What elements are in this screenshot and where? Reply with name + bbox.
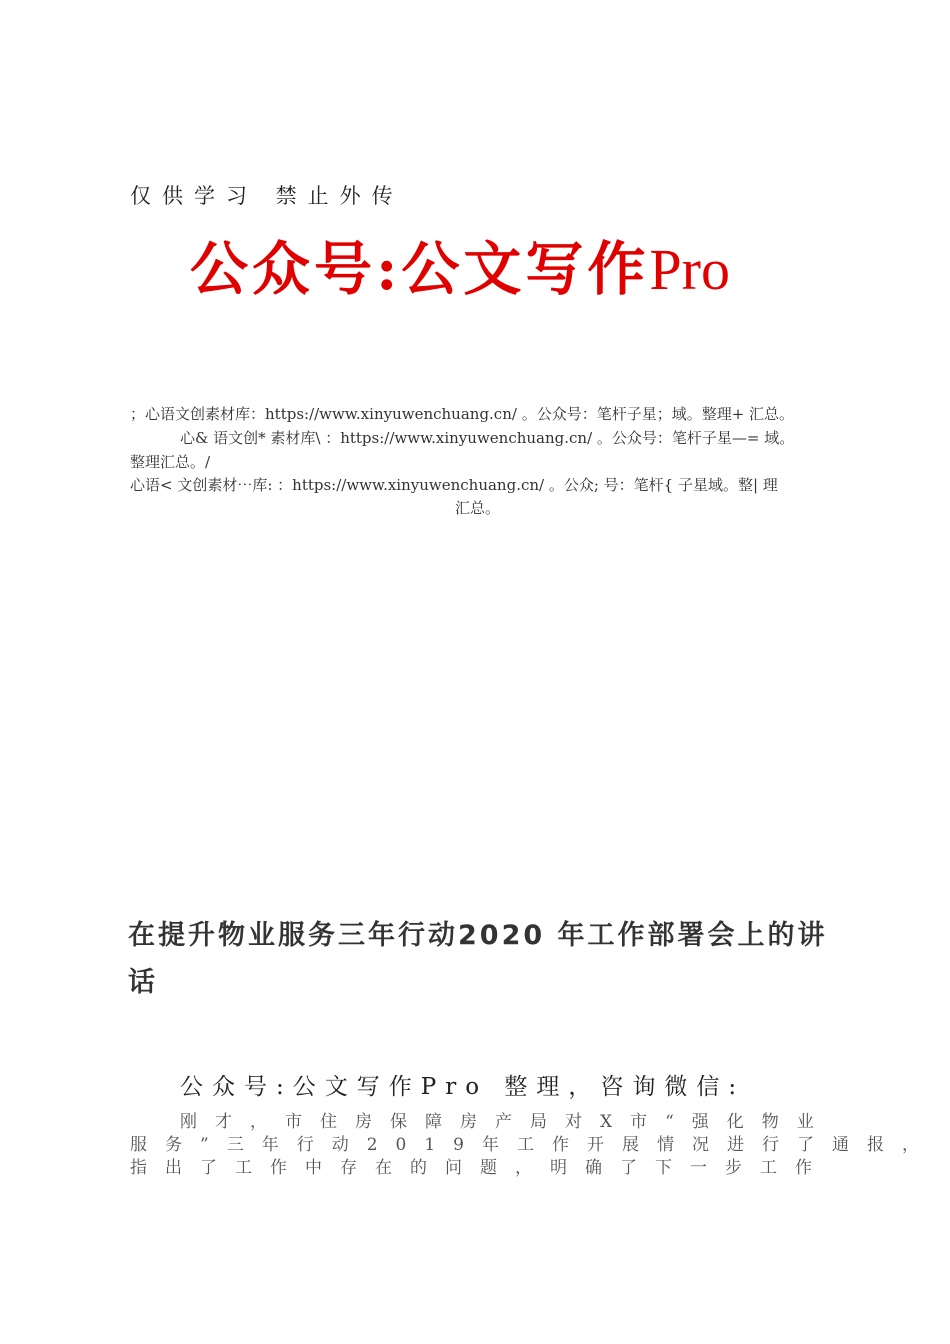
notice-text: 仅供学习 禁止外传 <box>130 184 404 208</box>
watermark-line-1: ；心语文创素材库：https://www.xinyuwenchuang.cn/ 。公众号：笔杆子星；域。整理+ 汇总。 <box>130 405 795 423</box>
banner-suffix: Pro <box>649 237 730 302</box>
watermark-line-3: 整理汇总。/ <box>130 453 211 471</box>
subtitle-line: 公众号:公文写作Pro 整理，咨询微信: <box>180 1074 746 1100</box>
body-line-3: 指出了工作中存在的问题，明确了下一步工作 <box>130 1158 830 1178</box>
body-line-1: 刚才，市住房保障房产局对X市“强化物业 <box>180 1112 832 1132</box>
document-title: 在提升物业服务三年行动2020 年工作部署会上的讲话 <box>128 920 828 998</box>
watermark-line-2: 心& 语文创* 素材库\ ：https://www.xinyuwenchuang.cn/ 。公众号：笔杆子星—= 域。 <box>180 429 795 447</box>
watermark-line-4: 心语< 文创素材⋯库: ：https://www.xinyuwenchuang.cn/ 。公众; 号：笔杆{ 子星域。整| 理 <box>130 476 778 494</box>
banner-heading <box>190 222 730 306</box>
banner-main: 公众号:公文写作 <box>190 235 650 303</box>
watermark-line-5: 汇总。 <box>455 499 501 517</box>
body-line-2: 服务”三年行动2019年工作开展情况进行了通报， <box>130 1135 937 1155</box>
